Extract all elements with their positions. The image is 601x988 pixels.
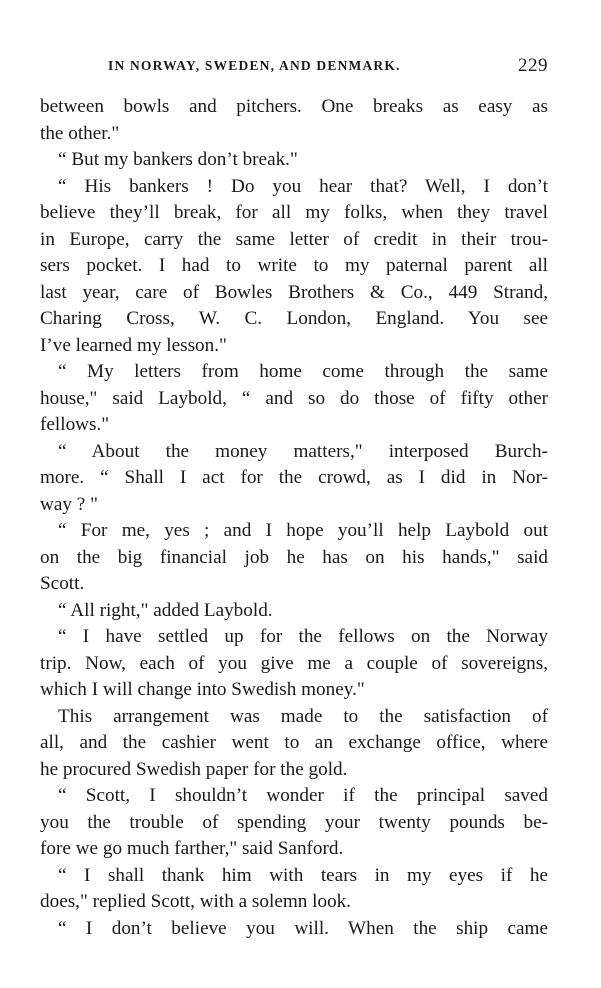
text-line: which I will change into Swedish money." [40,679,365,700]
text-line: last year, care of Bowles Brothers & Co., 449 Strand, [40,281,548,303]
page-header [40,55,548,82]
text-line: “ Scott, I shouldn’t wonder if the principal saved [58,785,548,806]
text-line: more. “ Shall I act for the crowd, as I did in Nor- [40,467,548,488]
text-line: does," replied Scott, with a solemn look. [40,891,352,912]
text-line: “ But my bankers don’t break." [58,149,298,170]
text-line: on the big financial job he has on his hands," said [40,546,548,568]
running-head: IN NORWAY, SWEDEN, AND DENMARK. [108,58,401,73]
text-line: fore we go much farther," said Sanford. [40,838,344,859]
text-line: between bowls and pitchers. One breaks as easy as [40,96,548,117]
page-number: 229 [518,55,548,76]
text-line: he procured Swedish paper for the gold. [40,758,348,780]
text-line: you the trouble of spending your twenty pounds be- [40,811,548,833]
text-line: I’ve learned my lesson." [40,334,227,356]
text-line: house," said Laybold, “ and so do those of fifty other [40,387,548,409]
text-line: all, and the cashier went to an exchange office, where [40,732,548,753]
text-line: sers pocket. I had to write to my paternal parent all [40,255,548,276]
text-line: Scott. [40,573,85,594]
text-line: trip. Now, each of you give me a couple of sovereigns, [40,652,548,674]
text-line: believe they’ll break, for all my folks, when they travel [40,202,548,223]
text-line: Charing Cross, W. C. London, England. You see [40,308,548,329]
text-line: fellows." [40,414,110,435]
text-line: “ His bankers ! Do you hear that? Well, I don’t [58,175,548,197]
text-line: “ All right," added Laybold. [58,599,273,621]
text-line: in Europe, carry the same letter of credit in their trou- [40,228,548,250]
text-line: way ? " [40,493,98,515]
text-line: “ About the money matters," interposed Burch- [58,440,548,462]
text-line: “ My letters from home come through the same [58,361,548,382]
text-line: the other." [40,122,120,144]
text-line: “ I have settled up for the fellows on the Norway [58,626,548,647]
body-text [40,94,548,942]
text-line: “ For me, yes ; and I hope you’ll help Laybold out [58,520,548,541]
text-line: This arrangement was made to the satisfaction of [58,705,548,727]
text-line: “ I shall thank him with tears in my eyes if he [58,864,548,886]
text-line: “ I don’t believe you will. When the ship came [58,917,548,939]
